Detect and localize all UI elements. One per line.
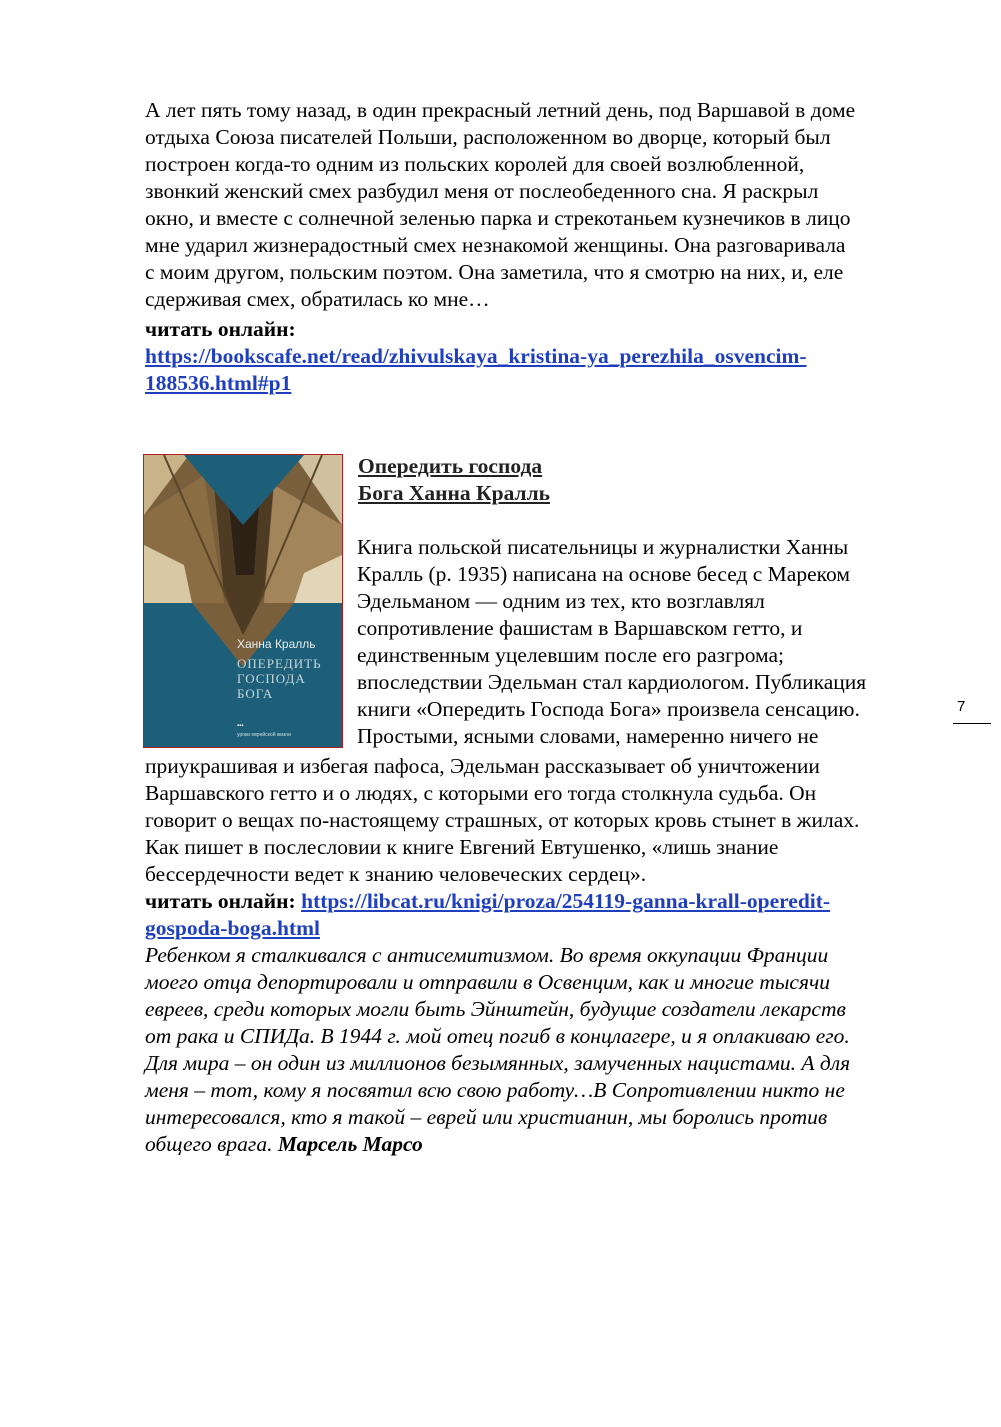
- book-description-continued: [145, 753, 935, 888]
- quote-line: моего отца депортировали и отправили в Освенцим, как и многие тысячи: [145, 970, 830, 994]
- desc-line: Кралль (р. 1935) написана на основе бесед с Мареком: [357, 562, 850, 586]
- book-title-line: Опередить господа: [358, 454, 543, 478]
- intro-line: сдерживая смех, обратилась ко мне…: [145, 287, 490, 311]
- bookscafe-link[interactable]: https://bookscafe.net/read/zhivulskaya_kristina-ya_perezhila_osvencim-: [145, 344, 807, 368]
- quote-line: интересовался, кто я такой – еврей или христианин, мы боролись против: [145, 1105, 828, 1129]
- cover-title-line: ГОСПОДА: [237, 671, 306, 686]
- desc-line: бессердечности ведет к знанию человеческих сердец».: [145, 862, 647, 886]
- bookscafe-link-continued[interactable]: 188536.html#p1: [145, 371, 292, 395]
- cover-author: Ханна Кралль: [237, 637, 316, 651]
- book-title[interactable]: [358, 453, 550, 507]
- book-cover-art: [144, 455, 342, 747]
- book-title-line: Бога Ханна Кралль: [358, 481, 551, 505]
- marceau-quote: [145, 942, 935, 1158]
- quote-line: от рака и СПИДа. В 1944 г. мой отец погиб в концлагере, и я оплакиваю его.: [145, 1024, 850, 1048]
- page-number-rule: [953, 723, 991, 724]
- libcat-link-continued[interactable]: gospoda-boga.html: [145, 916, 321, 940]
- quote-line: меня – тот, кому я посвятил всю свою работу…В Сопротивлении никто не: [145, 1078, 845, 1102]
- bookscafe-link-block: [145, 343, 935, 397]
- intro-paragraph: [145, 97, 935, 313]
- page-number: 7: [957, 698, 966, 715]
- intro-line: построен когда-то одним из польских королей для своей возлюбленной,: [145, 152, 805, 176]
- desc-line: сопротивление фашистам в Варшавском гетто, и: [357, 616, 803, 640]
- libcat-link[interactable]: https://libcat.ru/knigi/proza/254119-ganna-krall-operedit-: [301, 889, 831, 913]
- quote-line: Для мира – он один из миллионов безымянных, замученных нацистами. А для: [145, 1051, 851, 1075]
- desc-line: впоследствии Эдельман стал кардиологом. Публикация: [357, 670, 867, 694]
- intro-line: окно, и вместе с солнечной зеленью парка и стрекотаньем кузнечиков в лицо: [145, 206, 851, 230]
- cover-title-line: ОПЕРЕДИТЬ: [237, 656, 322, 671]
- cover-series-mark: ▪▪▪: [237, 723, 244, 729]
- quote-line: Ребенком я сталкивался с антисемитизмом. Во время оккупации Франции: [145, 943, 829, 967]
- desc-line: Книга польской писательницы и журналистки Ханны: [357, 535, 849, 559]
- read-online-label: читать онлайн:: [145, 317, 296, 341]
- quote-line: общего врага.: [145, 1132, 278, 1156]
- desc-line: Простыми, ясными словами, намеренно ничего не: [357, 724, 819, 748]
- desc-line: Как пишет в послесловии к книге Евгений Евтушенко, «лишь знание: [145, 835, 779, 859]
- desc-line: приукрашивая и избегая пафоса, Эдельман рассказывает об уничтожении: [145, 754, 820, 778]
- desc-line: книги «Опередить Господа Бога» произвела сенсацию.: [357, 697, 860, 721]
- read-online-block-2: [145, 888, 935, 942]
- book-cover-image: [143, 454, 343, 748]
- intro-line: с моим другом, польским поэтом. Она заметила, что я смотрю на них, и, еле: [145, 260, 844, 284]
- quote-author: Марсель Марсо: [277, 1132, 423, 1156]
- desc-line: единственным уцелевшим после его разгрома;: [357, 643, 785, 667]
- intro-line: мне ударил жизнерадостный смех незнакомой женщины. Она разговаривала: [145, 233, 846, 257]
- quote-line: евреев, среди которых могли быть Эйнштейн, будущие создатели лекарств: [145, 997, 846, 1021]
- desc-line: Варшавского гетто и о людях, с которыми его тогда столкнула судьба. Он: [145, 781, 817, 805]
- desc-line: говорит о вещах по-настоящему страшных, от которых кровь стынет в жилах.: [145, 808, 860, 832]
- intro-line: отдыха Союза писателей Польши, расположенном во дворце, который был: [145, 125, 831, 149]
- cover-title-line: БОГА: [237, 686, 274, 701]
- intro-line: А лет пять тому назад, в один прекрасный летний день, под Варшавой в доме: [145, 98, 856, 122]
- read-online-label: читать онлайн:: [145, 889, 296, 913]
- intro-line: звонкий женский смех разбудил меня от послеобеденного сна. Я раскрыл: [145, 179, 819, 203]
- desc-line: Эдельманом — одним из тех, кто возглавлял: [357, 589, 765, 613]
- cover-series-text: уроки еврейской жизни: [237, 732, 291, 738]
- book-description-wrapped: [357, 534, 866, 750]
